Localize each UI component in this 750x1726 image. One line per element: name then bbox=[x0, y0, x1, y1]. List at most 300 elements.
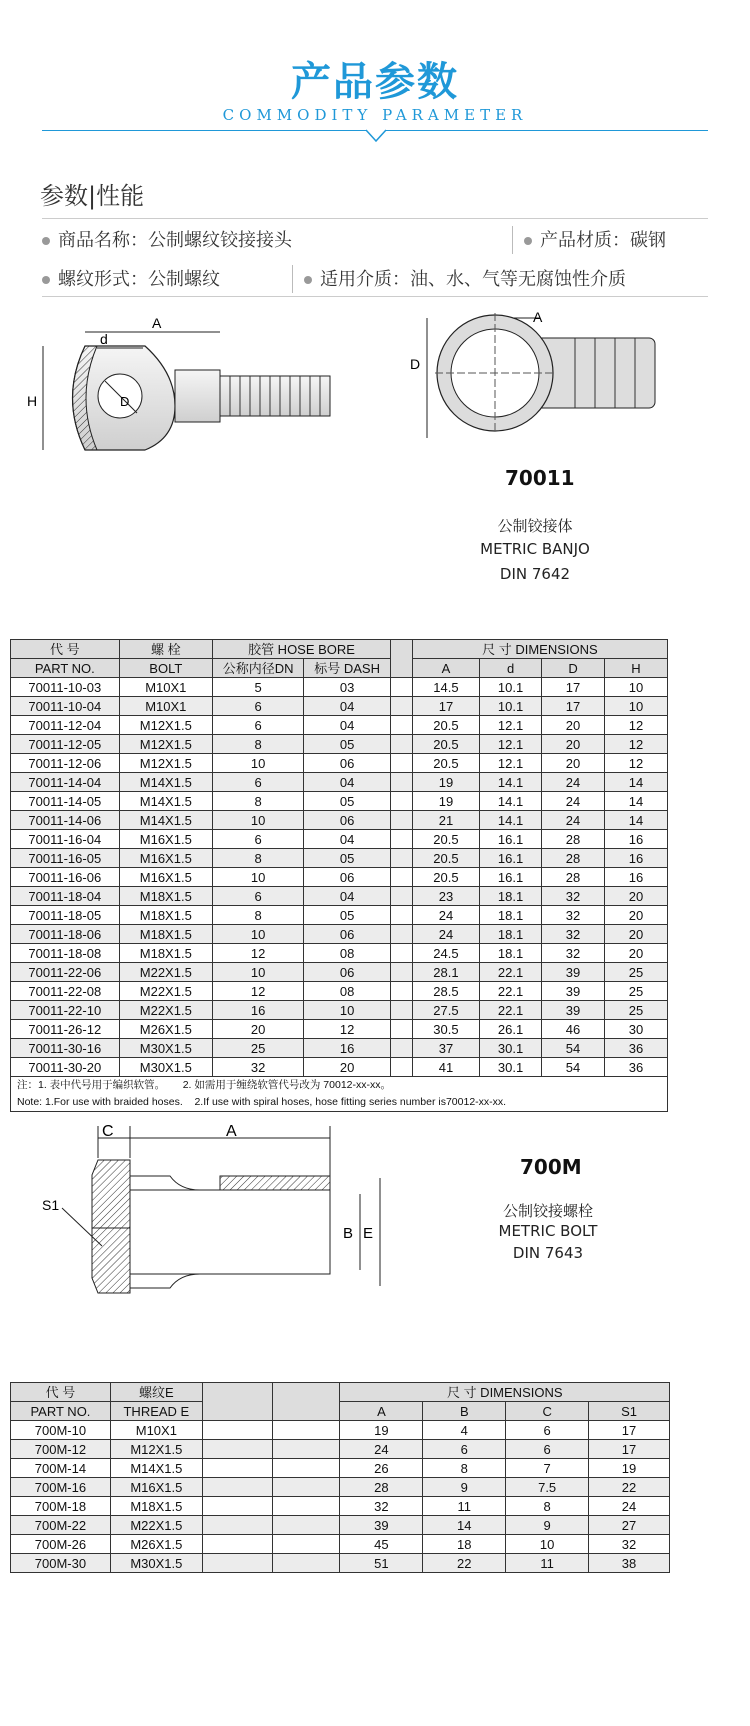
dim-C-label: C bbox=[102, 1123, 114, 1140]
table-cell: 24 bbox=[542, 773, 605, 792]
table-cell: 32 bbox=[542, 925, 605, 944]
column-header: BOLT bbox=[119, 659, 212, 678]
table-cell: 04 bbox=[304, 887, 391, 906]
table-cell: 17 bbox=[542, 697, 605, 716]
banjo-standard: DIN 7642 bbox=[499, 565, 571, 583]
dim-A-label: A bbox=[226, 1123, 237, 1140]
column-spacer bbox=[391, 716, 413, 735]
table-cell: 70011-30-16 bbox=[11, 1039, 120, 1058]
table-cell: M30X1.5 bbox=[119, 1039, 212, 1058]
table-cell: 12 bbox=[605, 735, 668, 754]
table-cell: 39 bbox=[542, 982, 605, 1001]
table-cell: 04 bbox=[304, 697, 391, 716]
table-cell: 70011-14-05 bbox=[11, 792, 120, 811]
table-row bbox=[11, 735, 668, 754]
table-cell: M22X1.5 bbox=[119, 982, 212, 1001]
table-cell: 28 bbox=[542, 849, 605, 868]
column-spacer bbox=[391, 982, 413, 1001]
column-spacer bbox=[391, 697, 413, 716]
table-cell: 24 bbox=[542, 811, 605, 830]
table-cell: 32 bbox=[340, 1497, 423, 1516]
table-cell: 41 bbox=[412, 1058, 479, 1077]
table-cell: 20.5 bbox=[412, 868, 479, 887]
table-cell: M26X1.5 bbox=[119, 1020, 212, 1039]
column-spacer bbox=[391, 773, 413, 792]
table-cell: 26 bbox=[340, 1459, 423, 1478]
table-cell: 7.5 bbox=[506, 1478, 589, 1497]
table-row bbox=[11, 868, 668, 887]
table-cell: 30.1 bbox=[480, 1058, 542, 1077]
table-cell: 9 bbox=[423, 1478, 506, 1497]
table-cell: 20.5 bbox=[412, 735, 479, 754]
table-cell: 10 bbox=[605, 697, 668, 716]
table-cell: 32 bbox=[212, 1058, 303, 1077]
table-cell: 45 bbox=[340, 1535, 423, 1554]
table-cell: 04 bbox=[304, 830, 391, 849]
table-cell: M14X1.5 bbox=[119, 811, 212, 830]
table-cell: 10 bbox=[506, 1535, 589, 1554]
table-cell: 70011-26-12 bbox=[11, 1020, 120, 1039]
column-header: 公称内径DN bbox=[212, 659, 303, 678]
table-cell: 16 bbox=[605, 830, 668, 849]
table-cell: 70011-12-04 bbox=[11, 716, 120, 735]
table-row bbox=[11, 1478, 670, 1497]
table-cell: 70011-12-05 bbox=[11, 735, 120, 754]
table-cell: 6 bbox=[506, 1440, 589, 1459]
table-cell: 70011-16-04 bbox=[11, 830, 120, 849]
banjo-name-en: METRIC BANJO bbox=[480, 540, 590, 558]
table-cell: 20 bbox=[605, 944, 668, 963]
column-header: d bbox=[480, 659, 542, 678]
table-cell: 700M-26 bbox=[11, 1535, 111, 1554]
table-cell: 700M-10 bbox=[11, 1421, 111, 1440]
table-cell: 17 bbox=[542, 678, 605, 697]
table-cell: 20 bbox=[542, 735, 605, 754]
column-spacer bbox=[391, 849, 413, 868]
table-cell: 39 bbox=[542, 1001, 605, 1020]
column-spacer bbox=[202, 1516, 272, 1535]
table-cell: M18X1.5 bbox=[119, 887, 212, 906]
table-row bbox=[11, 754, 668, 773]
table-cell: 20.5 bbox=[412, 754, 479, 773]
table-cell: 36 bbox=[605, 1039, 668, 1058]
table-cell: 36 bbox=[605, 1058, 668, 1077]
table-cell: M12X1.5 bbox=[119, 716, 212, 735]
column-spacer bbox=[391, 868, 413, 887]
bolt-standard: DIN 7643 bbox=[512, 1244, 584, 1262]
column-spacer bbox=[202, 1535, 272, 1554]
table-cell: 700M-12 bbox=[11, 1440, 111, 1459]
column-spacer bbox=[391, 811, 413, 830]
table-cell: 700M-22 bbox=[11, 1516, 111, 1535]
table-cell: 28 bbox=[542, 830, 605, 849]
table-cell: M18X1.5 bbox=[119, 906, 212, 925]
table-cell: M14X1.5 bbox=[110, 1459, 202, 1478]
table-cell: 14.1 bbox=[480, 773, 542, 792]
column-header: 标号 DASH bbox=[304, 659, 391, 678]
table-cell: 70011-22-06 bbox=[11, 963, 120, 982]
table-cell: 24 bbox=[412, 925, 479, 944]
table-cell: 22.1 bbox=[480, 1001, 542, 1020]
table-cell: 17 bbox=[589, 1421, 670, 1440]
table-cell: 8 bbox=[423, 1459, 506, 1478]
table-cell: 14.1 bbox=[480, 792, 542, 811]
table-cell: 20 bbox=[605, 887, 668, 906]
table-cell: M10X1 bbox=[119, 678, 212, 697]
column-spacer bbox=[391, 640, 413, 678]
table-cell: M10X1 bbox=[110, 1421, 202, 1440]
table-cell: 39 bbox=[340, 1516, 423, 1535]
table-cell: 10 bbox=[212, 754, 303, 773]
table-cell: 30.5 bbox=[412, 1020, 479, 1039]
column-header: C bbox=[506, 1402, 589, 1421]
table-header-row bbox=[11, 640, 668, 659]
table-cell: 37 bbox=[412, 1039, 479, 1058]
table-cell: 06 bbox=[304, 868, 391, 887]
table-cell: 27.5 bbox=[412, 1001, 479, 1020]
table-cell: 70011-10-03 bbox=[11, 678, 120, 697]
column-spacer bbox=[202, 1383, 272, 1421]
table-cell: 21 bbox=[412, 811, 479, 830]
table-header-row bbox=[11, 1383, 670, 1402]
table-row bbox=[11, 830, 668, 849]
table-cell: 70011-14-04 bbox=[11, 773, 120, 792]
table-cell: 14 bbox=[605, 811, 668, 830]
table-cell: 8 bbox=[212, 849, 303, 868]
table-cell: 12.1 bbox=[480, 754, 542, 773]
dim-d-label: d bbox=[100, 331, 108, 347]
table-cell: M18X1.5 bbox=[110, 1497, 202, 1516]
bullet-icon bbox=[304, 276, 312, 284]
table-cell: 08 bbox=[304, 982, 391, 1001]
table-cell: M16X1.5 bbox=[110, 1478, 202, 1497]
column-spacer bbox=[272, 1421, 340, 1440]
table-cell: 10 bbox=[605, 678, 668, 697]
table-cell: 12 bbox=[605, 754, 668, 773]
dim-A-label: A bbox=[152, 318, 162, 331]
table-cell: 24 bbox=[589, 1497, 670, 1516]
table-cell: 12 bbox=[212, 982, 303, 1001]
table-row bbox=[11, 811, 668, 830]
bolt-drawing bbox=[40, 1118, 395, 1328]
column-spacer bbox=[391, 1058, 413, 1077]
table-cell: 6 bbox=[212, 830, 303, 849]
table-cell: 06 bbox=[304, 811, 391, 830]
table-cell: 28.5 bbox=[412, 982, 479, 1001]
table-row bbox=[11, 792, 668, 811]
dim-D-label: D bbox=[410, 356, 421, 372]
table-cell: 12 bbox=[304, 1020, 391, 1039]
table-cell: 20 bbox=[542, 754, 605, 773]
table-cell: 08 bbox=[304, 944, 391, 963]
column-spacer bbox=[272, 1516, 340, 1535]
table-header-row bbox=[11, 659, 668, 678]
table-cell: 05 bbox=[304, 849, 391, 868]
product-name-row bbox=[42, 226, 292, 252]
table-cell: 04 bbox=[304, 716, 391, 735]
dim-H-label: H bbox=[27, 393, 38, 409]
table-row bbox=[11, 1058, 668, 1077]
table-cell: M22X1.5 bbox=[119, 963, 212, 982]
table-cell: 18 bbox=[423, 1535, 506, 1554]
column-header: H bbox=[605, 659, 668, 678]
table-cell: 46 bbox=[542, 1020, 605, 1039]
table-cell: M16X1.5 bbox=[119, 849, 212, 868]
table-cell: 6 bbox=[212, 697, 303, 716]
table-cell: M16X1.5 bbox=[119, 830, 212, 849]
column-spacer bbox=[391, 1020, 413, 1039]
params-divider bbox=[42, 218, 708, 219]
column-header: B bbox=[423, 1402, 506, 1421]
table-cell: 32 bbox=[589, 1535, 670, 1554]
note-en-2: 2.If use with spiral hoses, hose fitting series number is70012-xx-xx. bbox=[194, 1096, 507, 1108]
column-header: 代 号 bbox=[11, 1383, 111, 1402]
separator bbox=[512, 226, 513, 254]
banjo-spec-table bbox=[10, 639, 668, 1112]
dim-D-label: D bbox=[120, 394, 130, 409]
table-cell: 16 bbox=[212, 1001, 303, 1020]
table-cell: 54 bbox=[542, 1039, 605, 1058]
table-cell: 28.1 bbox=[412, 963, 479, 982]
table-cell: M10X1 bbox=[119, 697, 212, 716]
column-spacer bbox=[202, 1440, 272, 1459]
table-cell: 24 bbox=[412, 906, 479, 925]
column-header: 螺纹E bbox=[110, 1383, 202, 1402]
table-cell: 20 bbox=[304, 1058, 391, 1077]
table-cell: M14X1.5 bbox=[119, 792, 212, 811]
params-heading: 参数|性能 bbox=[40, 182, 145, 210]
medium-row bbox=[304, 265, 626, 291]
table-cell: 30.1 bbox=[480, 1039, 542, 1058]
column-spacer bbox=[272, 1459, 340, 1478]
table-header-row bbox=[11, 1402, 670, 1421]
table-cell: M30X1.5 bbox=[119, 1058, 212, 1077]
table-row bbox=[11, 1516, 670, 1535]
column-spacer bbox=[272, 1440, 340, 1459]
table-cell: 10.1 bbox=[480, 697, 542, 716]
column-spacer bbox=[391, 735, 413, 754]
column-spacer bbox=[391, 1001, 413, 1020]
table-cell: 25 bbox=[605, 982, 668, 1001]
table-cell: 05 bbox=[304, 792, 391, 811]
banjo-side-drawing bbox=[25, 318, 355, 468]
banjo-end-drawing bbox=[405, 298, 720, 468]
table-cell: 10 bbox=[212, 868, 303, 887]
banjo-model: 70011 bbox=[505, 466, 575, 490]
table-cell: 19 bbox=[412, 773, 479, 792]
table-cell: 26.1 bbox=[480, 1020, 542, 1039]
table-note bbox=[11, 1077, 668, 1112]
column-spacer bbox=[391, 792, 413, 811]
table-cell: 14 bbox=[605, 773, 668, 792]
separator bbox=[292, 265, 293, 293]
column-spacer bbox=[272, 1554, 340, 1573]
table-cell: 70011-30-20 bbox=[11, 1058, 120, 1077]
table-cell: 20.5 bbox=[412, 830, 479, 849]
column-header: 尺 寸 DIMENSIONS bbox=[412, 640, 667, 659]
column-header: A bbox=[340, 1402, 423, 1421]
material-row bbox=[524, 226, 666, 252]
table-cell: 11 bbox=[506, 1554, 589, 1573]
table-cell: 39 bbox=[542, 963, 605, 982]
table-cell: 6 bbox=[506, 1421, 589, 1440]
table-cell: 6 bbox=[423, 1440, 506, 1459]
table-cell: 4 bbox=[423, 1421, 506, 1440]
table-row bbox=[11, 906, 668, 925]
thread-type: 螺纹形式：公制螺纹 bbox=[58, 269, 220, 290]
table-cell: 24.5 bbox=[412, 944, 479, 963]
column-header: 代 号 bbox=[11, 640, 120, 659]
table-row bbox=[11, 849, 668, 868]
column-header: A bbox=[412, 659, 479, 678]
table-cell: 06 bbox=[304, 754, 391, 773]
table-cell: 04 bbox=[304, 773, 391, 792]
dim-A-label: A bbox=[533, 309, 543, 325]
table-cell: 9 bbox=[506, 1516, 589, 1535]
column-spacer bbox=[272, 1535, 340, 1554]
column-spacer bbox=[202, 1459, 272, 1478]
table-cell: 22.1 bbox=[480, 982, 542, 1001]
table-row bbox=[11, 1020, 668, 1039]
table-cell: 70011-18-05 bbox=[11, 906, 120, 925]
dim-B-label: B bbox=[343, 1225, 354, 1242]
table-cell: 19 bbox=[340, 1421, 423, 1440]
table-cell: 700M-18 bbox=[11, 1497, 111, 1516]
table-cell: 10.1 bbox=[480, 678, 542, 697]
table-cell: M18X1.5 bbox=[119, 925, 212, 944]
table-cell: 54 bbox=[542, 1058, 605, 1077]
table-row bbox=[11, 773, 668, 792]
table-cell: 70011-22-08 bbox=[11, 982, 120, 1001]
table-cell: 8 bbox=[212, 792, 303, 811]
table-cell: 20.5 bbox=[412, 716, 479, 735]
table-cell: 06 bbox=[304, 925, 391, 944]
table-cell: 70011-18-08 bbox=[11, 944, 120, 963]
table-cell: 6 bbox=[212, 773, 303, 792]
table-row bbox=[11, 1421, 670, 1440]
column-header: D bbox=[542, 659, 605, 678]
table-cell: M12X1.5 bbox=[119, 754, 212, 773]
table-row bbox=[11, 1535, 670, 1554]
column-spacer bbox=[202, 1554, 272, 1573]
table-cell: 03 bbox=[304, 678, 391, 697]
table-note-row bbox=[11, 1077, 668, 1112]
note-en-1: Note: 1.For use with braided hoses. bbox=[17, 1096, 183, 1108]
table-cell: 70011-18-04 bbox=[11, 887, 120, 906]
table-cell: 18.1 bbox=[480, 944, 542, 963]
table-cell: 70011-16-06 bbox=[11, 868, 120, 887]
chevron-down-icon bbox=[365, 129, 387, 143]
table-cell: 12 bbox=[605, 716, 668, 735]
table-cell: M22X1.5 bbox=[119, 1001, 212, 1020]
table-cell: 19 bbox=[412, 792, 479, 811]
medium: 适用介质：油、水、气等无腐蚀性介质 bbox=[320, 269, 626, 290]
bullet-icon bbox=[42, 276, 50, 284]
table-row bbox=[11, 1497, 670, 1516]
table-cell: 70011-10-04 bbox=[11, 697, 120, 716]
table-cell: 14.5 bbox=[412, 678, 479, 697]
table-cell: 16 bbox=[304, 1039, 391, 1058]
table-cell: 28 bbox=[542, 868, 605, 887]
product-name: 商品名称：公制螺纹铰接接头 bbox=[58, 230, 292, 251]
table-cell: 10 bbox=[212, 963, 303, 982]
table-cell: M14X1.5 bbox=[119, 773, 212, 792]
params-divider bbox=[42, 296, 708, 297]
thread-row bbox=[42, 265, 220, 291]
table-cell: 70011-12-06 bbox=[11, 754, 120, 773]
column-spacer bbox=[391, 925, 413, 944]
table-cell: 22 bbox=[423, 1554, 506, 1573]
column-spacer bbox=[272, 1478, 340, 1497]
column-spacer bbox=[391, 963, 413, 982]
table-row bbox=[11, 887, 668, 906]
table-cell: 22.1 bbox=[480, 963, 542, 982]
table-cell: 700M-30 bbox=[11, 1554, 111, 1573]
section-title: 产品参数 bbox=[291, 59, 459, 105]
column-spacer bbox=[391, 1039, 413, 1058]
table-cell: 51 bbox=[340, 1554, 423, 1573]
table-cell: 32 bbox=[542, 887, 605, 906]
table-cell: M30X1.5 bbox=[110, 1554, 202, 1573]
table-cell: 16.1 bbox=[480, 868, 542, 887]
table-cell: 20 bbox=[605, 925, 668, 944]
table-cell: 8 bbox=[506, 1497, 589, 1516]
column-spacer bbox=[391, 678, 413, 697]
table-cell: 12 bbox=[212, 944, 303, 963]
table-cell: M26X1.5 bbox=[110, 1535, 202, 1554]
dim-S1-label: S1 bbox=[42, 1197, 60, 1213]
table-cell: 20.5 bbox=[412, 849, 479, 868]
table-cell: 6 bbox=[212, 887, 303, 906]
table-cell: 20 bbox=[605, 906, 668, 925]
banjo-name-cn: 公制铰接体 bbox=[497, 517, 573, 535]
table-cell: 700M-14 bbox=[11, 1459, 111, 1478]
table-cell: 32 bbox=[542, 906, 605, 925]
table-cell: 17 bbox=[589, 1440, 670, 1459]
table-cell: 12.1 bbox=[480, 716, 542, 735]
table-row bbox=[11, 944, 668, 963]
table-row bbox=[11, 716, 668, 735]
table-cell: 19 bbox=[589, 1459, 670, 1478]
column-header: 螺 栓 bbox=[119, 640, 212, 659]
table-cell: 70011-22-10 bbox=[11, 1001, 120, 1020]
table-cell: 10 bbox=[304, 1001, 391, 1020]
table-cell: 38 bbox=[589, 1554, 670, 1573]
table-cell: 25 bbox=[212, 1039, 303, 1058]
table-cell: 30 bbox=[605, 1020, 668, 1039]
column-spacer bbox=[391, 944, 413, 963]
table-cell: 16 bbox=[605, 849, 668, 868]
column-header: 尺 寸 DIMENSIONS bbox=[340, 1383, 670, 1402]
table-cell: 05 bbox=[304, 735, 391, 754]
table-cell: 70011-18-06 bbox=[11, 925, 120, 944]
column-spacer bbox=[272, 1383, 340, 1421]
table-cell: 18.1 bbox=[480, 887, 542, 906]
table-cell: 10 bbox=[212, 925, 303, 944]
table-cell: 24 bbox=[340, 1440, 423, 1459]
table-cell: 23 bbox=[412, 887, 479, 906]
table-row bbox=[11, 1001, 668, 1020]
material: 产品材质：碳钢 bbox=[540, 230, 666, 251]
bolt-name-cn: 公制铰接螺栓 bbox=[502, 1202, 593, 1220]
column-header: PART NO. bbox=[11, 659, 120, 678]
table-cell: 8 bbox=[212, 735, 303, 754]
table-cell: 27 bbox=[589, 1516, 670, 1535]
column-spacer bbox=[202, 1497, 272, 1516]
table-row bbox=[11, 1440, 670, 1459]
table-cell: M12X1.5 bbox=[119, 735, 212, 754]
table-cell: 18.1 bbox=[480, 906, 542, 925]
